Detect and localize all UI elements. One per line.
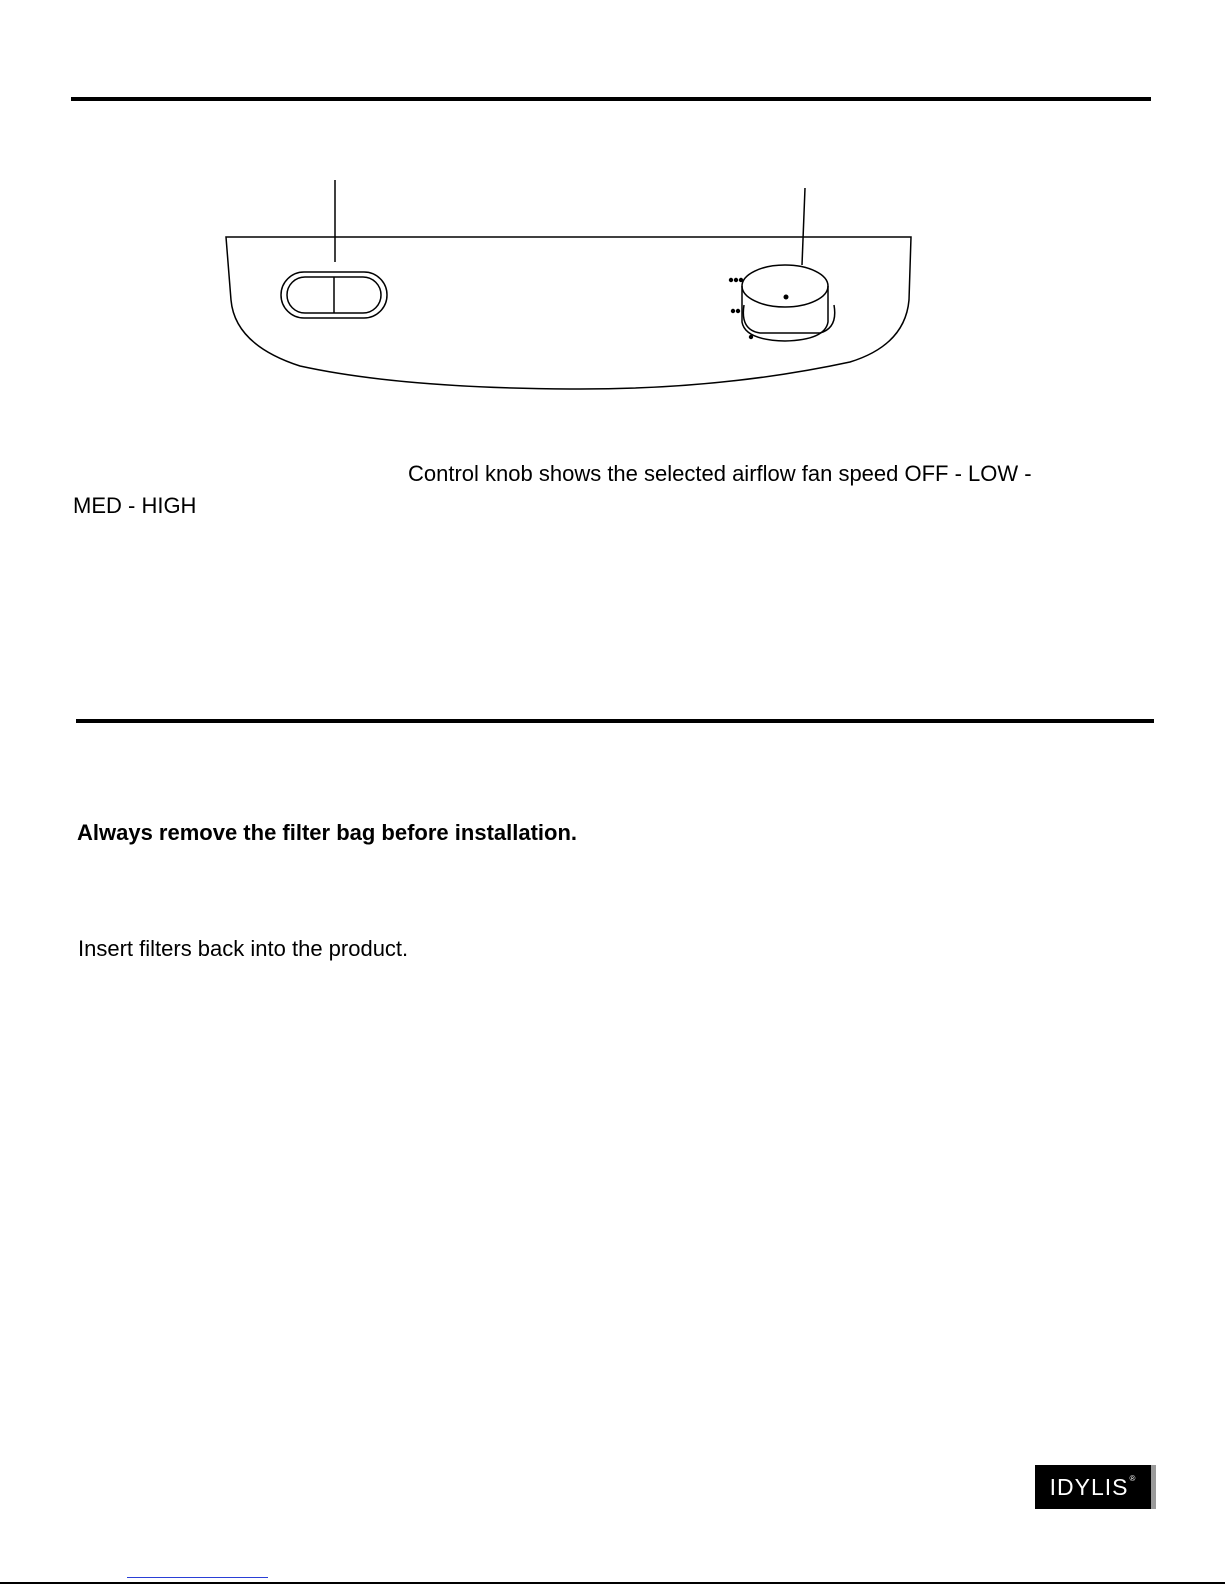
speed-marker-med (736, 309, 740, 313)
control-panel-diagram (0, 0, 1225, 430)
leader-line-knob (802, 188, 805, 265)
brand-name: IDYLIS (1049, 1473, 1129, 1500)
filter-bag-warning: Always remove the filter bag before installation. (77, 820, 578, 845)
knob-top (742, 265, 828, 307)
footer-link-underline[interactable] (127, 1577, 268, 1578)
knob-base-ring (743, 305, 834, 333)
speed-marker-high (729, 278, 733, 282)
brand-logo (1035, 1465, 1151, 1509)
knob-description-line-1: Control knob shows the selected airflow fan speed OFF - LOW - (408, 461, 1032, 486)
speed-marker-low (749, 335, 753, 339)
speed-marker-med (731, 309, 735, 313)
section-divider-middle (76, 719, 1154, 723)
brand-logo-text (1050, 1474, 1137, 1501)
rocker-switch (281, 272, 387, 318)
knob-indicator-dot (784, 295, 789, 300)
knob-description-line-2: MED - HIGH (73, 493, 197, 518)
control-knob (742, 265, 835, 341)
speed-marker-high (739, 278, 743, 282)
footer-rule (0, 1582, 1225, 1584)
insert-filters-instruction: Insert filters back into the product. (78, 936, 409, 961)
speed-marker-high (734, 278, 738, 282)
trademark-symbol: ® (1129, 1473, 1137, 1483)
